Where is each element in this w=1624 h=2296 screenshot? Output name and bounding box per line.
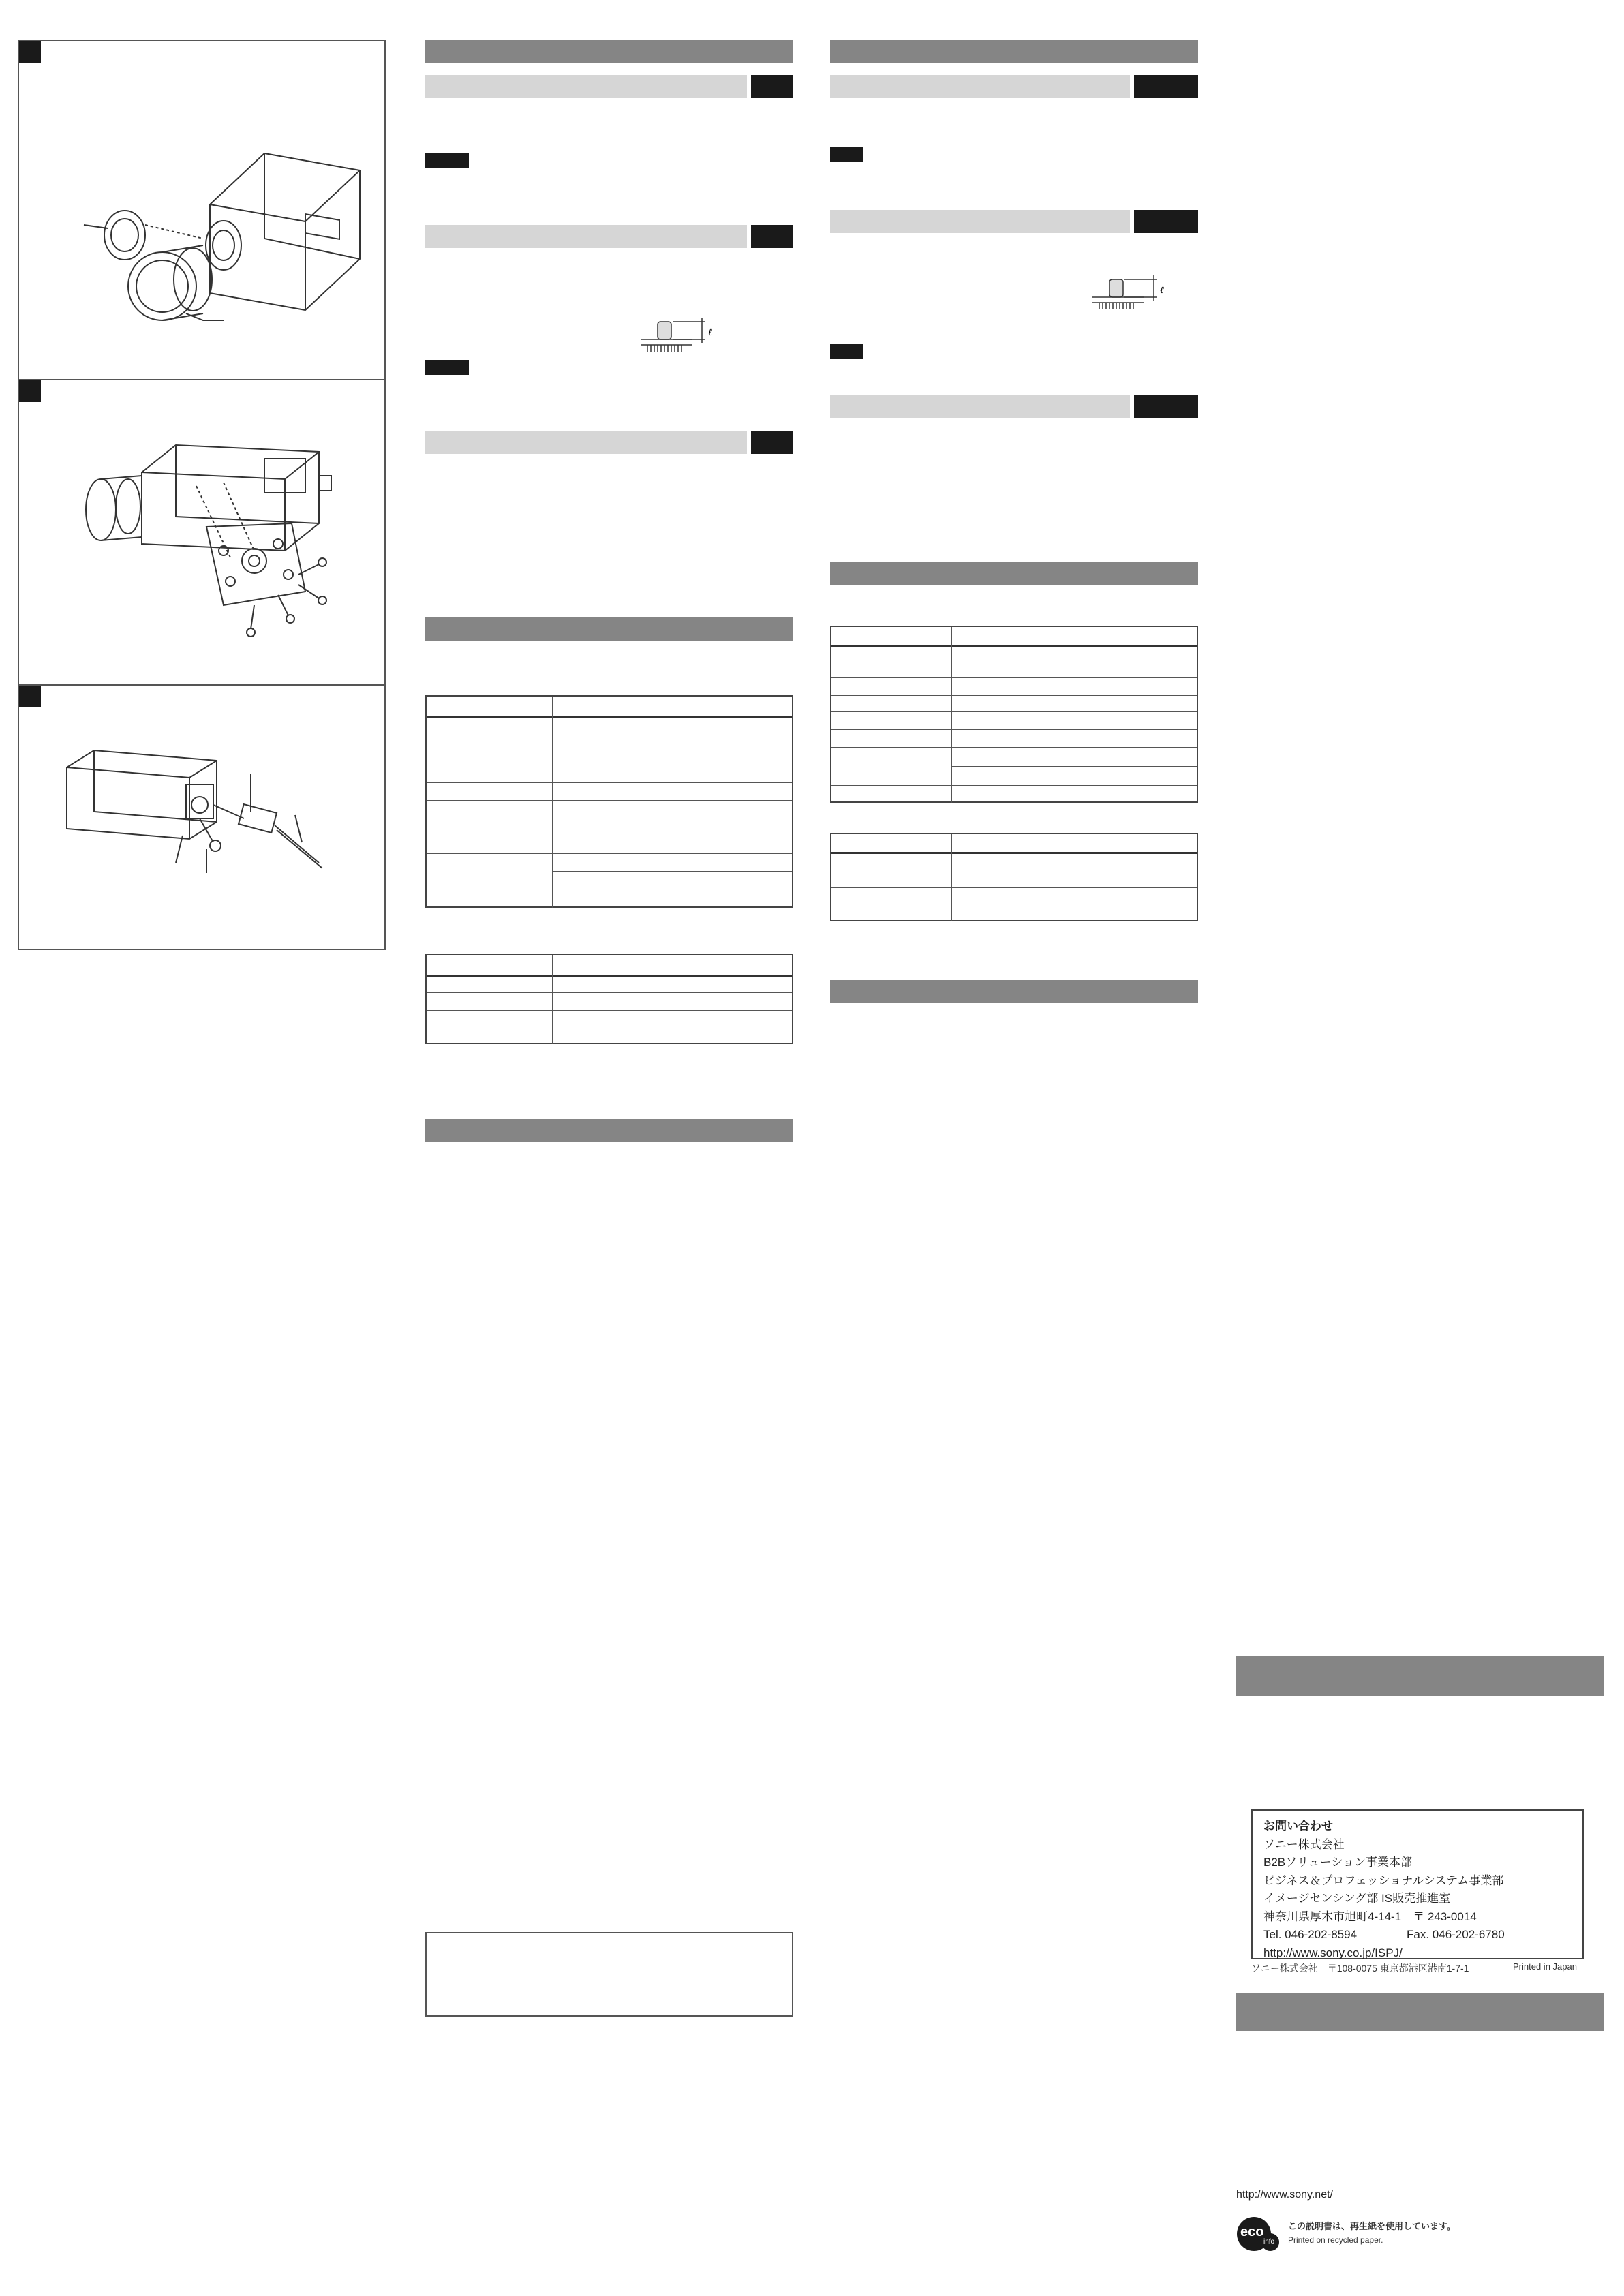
flange-thickness-diagram (637, 315, 722, 356)
specifications-table (830, 626, 1198, 803)
subsection-tag (1134, 75, 1198, 98)
recycled-paper-jp: この説明書は、再生紙を使用しています。 (1288, 2221, 1456, 2231)
note-label (425, 360, 469, 375)
figure-3-panel (18, 684, 386, 950)
contact-heading: お問い合わせ (1263, 1820, 1333, 1833)
section-header-bar (1236, 1656, 1604, 1696)
contact-fax: Fax. 046-202-6780 (1407, 1928, 1505, 1941)
eco-label: eco (1240, 2224, 1264, 2239)
contact-address: 神奈川県厚木市旭町4-14-1 〒 243-0014 (1263, 1910, 1477, 1923)
contact-division: ビジネス＆プロフェッショナルシステム事業部 (1263, 1873, 1504, 1887)
subsection-header-bar (830, 210, 1130, 233)
camera-tripod-adapter-illustration (19, 380, 384, 684)
contact-division: イメージセンシング部 IS販売推進室 (1263, 1892, 1451, 1905)
notice-box (425, 1932, 793, 2017)
section-header-bar (1236, 1993, 1604, 2031)
contact-division: B2Bソリューション事業本部 (1263, 1856, 1412, 1869)
section-header-bar (830, 562, 1198, 585)
figure-2-panel (18, 379, 386, 686)
subsection-tag (751, 75, 793, 98)
note-label (830, 147, 863, 162)
section-header-bar (830, 40, 1198, 63)
contact-info-box (1251, 1809, 1584, 1959)
sony-website-link[interactable]: http://www.sony.net/ (1236, 2189, 1333, 2201)
thickness-label: ℓ (1160, 286, 1164, 296)
recycled-paper-en: Printed on recycled paper. (1288, 2235, 1383, 2245)
camera-lens-mount-illustration (19, 41, 384, 379)
specifications-table (830, 833, 1198, 921)
section-header-bar (425, 1119, 793, 1142)
section-header-bar (425, 617, 793, 641)
subsection-tag (751, 431, 793, 454)
contact-phone-row (1263, 1926, 1572, 1944)
figure-1-panel (18, 40, 386, 380)
contact-company: ソニー株式会社 (1263, 1837, 1345, 1851)
note-label (830, 344, 863, 359)
subsection-header-bar (425, 431, 747, 454)
subsection-tag (751, 225, 793, 248)
subsection-tag (1134, 210, 1198, 233)
eco-sub-label: info (1263, 2238, 1275, 2246)
subsection-header-bar (425, 225, 747, 248)
company-address: ソニー株式会社 〒108-0075 東京都港区港南1-7-1 (1251, 1963, 1469, 1974)
contact-url[interactable]: http://www.sony.co.jp/ISPJ/ (1263, 1946, 1403, 1959)
printed-in-japan: Printed in Japan (1513, 1961, 1577, 1972)
note-label (425, 153, 469, 168)
camera-cable-connection-illustration (19, 686, 384, 949)
section-header-bar (425, 40, 793, 63)
thickness-label: ℓ (708, 328, 712, 338)
eco-info-logo (1236, 2215, 1280, 2253)
contact-tel: Tel. 046-202-8594 (1263, 1928, 1358, 1941)
subsection-tag (1134, 395, 1198, 418)
subsection-header-bar (425, 75, 747, 98)
section-header-bar (830, 980, 1198, 1003)
flange-thickness-diagram (1089, 273, 1174, 313)
specifications-table (425, 954, 793, 1044)
subsection-header-bar (830, 395, 1130, 418)
subsection-header-bar (830, 75, 1130, 98)
specifications-table (425, 695, 793, 908)
